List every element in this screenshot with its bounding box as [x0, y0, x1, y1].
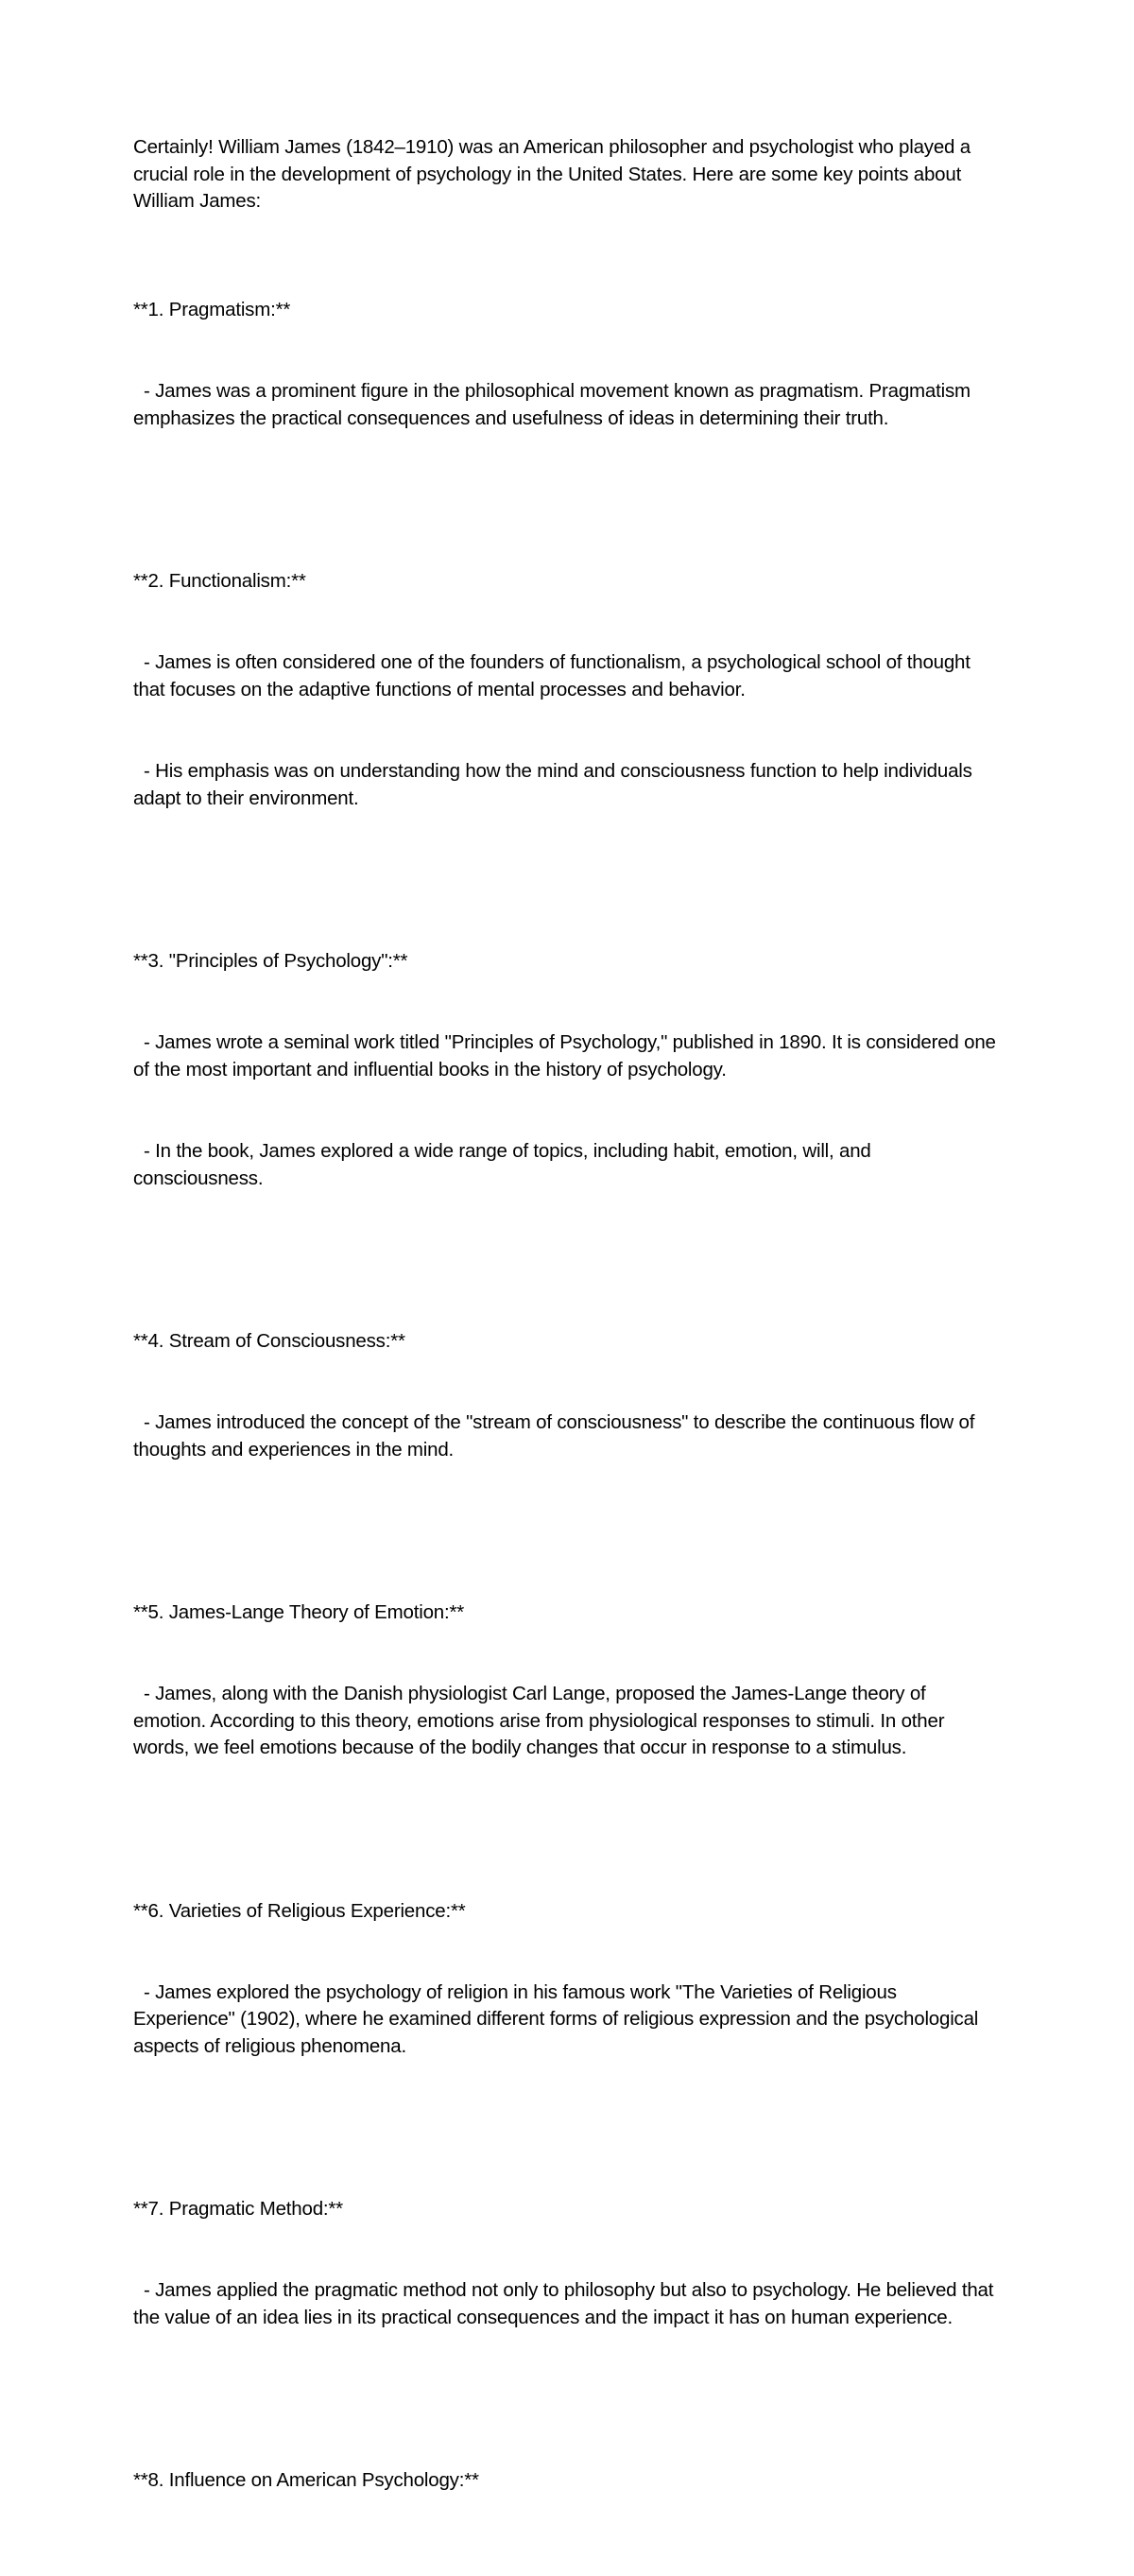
- section-point: - James, along with the Danish physiologist Carl Lange, proposed the James-Lange theory of emotion. According to this theory, emotions arise from physiological responses to stimuli. In other words, we feel emotions because of the bodily changes that occur in response to a stimulus.: [133, 1683, 950, 1759]
- section-point: - James wrote a seminal work titled "Principles of Psychology," published in 1890. It is considered one of the most important and influential books in the history of psychology.: [133, 1031, 1002, 1081]
- section-heading: **8. Influence on American Psychology:**: [133, 2469, 479, 2492]
- section-point: - James is often considered one of the founders of functionalism, a psychological school of thought that focuses on the adaptive functions of mental processes and behavior.: [133, 651, 976, 701]
- section-heading: **2. Functionalism:**: [133, 570, 306, 593]
- intro-paragraph: Certainly! William James (1842–1910) was an American philosopher and psychologist who played a crucial role in the development of psychology in the United States. Here are some key points about William James:: [133, 136, 976, 213]
- section-stream-of-consciousness: [133, 1273, 1003, 1517]
- section-american-psychology: [133, 2413, 1003, 2550]
- section-james-lange: [133, 1545, 1003, 1816]
- section-point: - James explored the psychology of religion in his famous work "The Varieties of Religious Experience" (1902), where he examined different forms of religious expression and the psychological aspects of religious phenomena.: [133, 1980, 984, 2058]
- section-heading: **3. "Principles of Psychology":**: [133, 950, 408, 973]
- section-point: - His emphasis was on understanding how the mind and consciousness function to help individuals adapt to their environment.: [133, 760, 978, 809]
- section-pragmatic-method: [133, 2142, 1003, 2386]
- section-point: - James was a prominent figure in the philosophical movement known as pragmatism. Pragmatism emphasizes the practical consequences and usefulness of ideas in determining their truth.: [133, 380, 976, 430]
- section-point: - In the book, James explored a wide range of topics, including habit, emotion, will, and consciousness.: [133, 1139, 877, 1189]
- section-heading: **6. Varieties of Religious Experience:**: [133, 1899, 466, 1922]
- section-point: - James applied the pragmatic method not only to philosophy but also to psychology. He believed that the value of an idea lies in its practical consequences and the impact it has on human experience.: [133, 2279, 999, 2329]
- section-religious-experience: [133, 1843, 1003, 2115]
- section-pragmatism: [133, 243, 1003, 487]
- section-heading: **5. James-Lange Theory of Emotion:**: [133, 1600, 465, 1623]
- section-functionalism: [133, 514, 1003, 867]
- section-principles: [133, 894, 1003, 1247]
- section-heading: **4. Stream of Consciousness:**: [133, 1329, 405, 1352]
- section-heading: **1. Pragmatism:**: [133, 299, 291, 321]
- section-heading: **7. Pragmatic Method:**: [133, 2198, 343, 2221]
- section-point: - James introduced the concept of the "stream of consciousness" to describe the continuous flow of thoughts and experiences in the mind.: [133, 1410, 980, 1461]
- document-body: [133, 134, 1003, 2576]
